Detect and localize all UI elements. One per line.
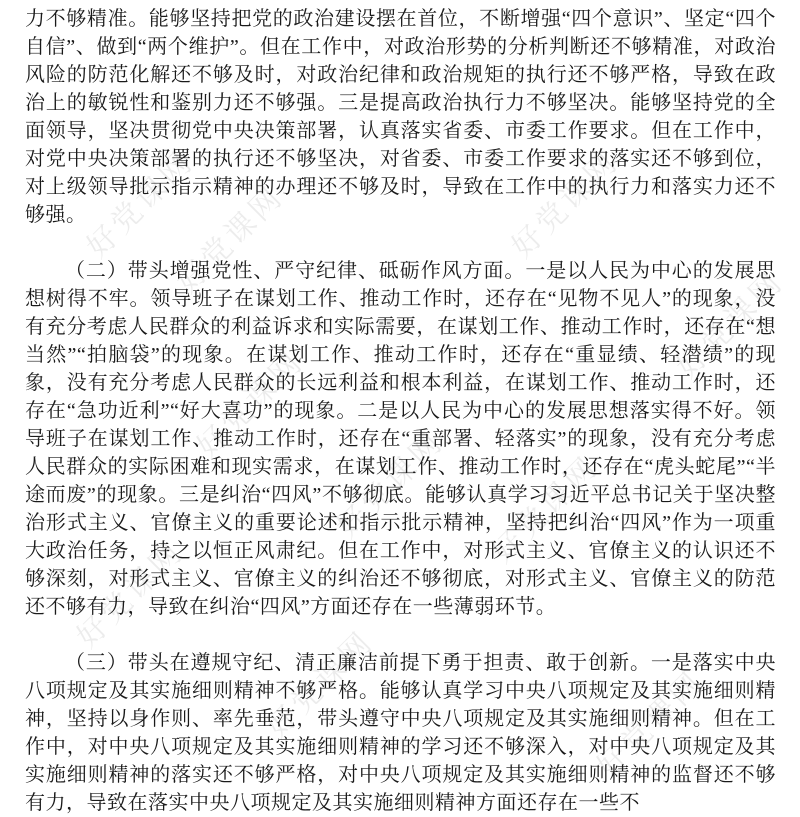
watermark-text: 好党课网 <box>70 534 191 655</box>
document-body <box>25 5 776 817</box>
paragraph-political-execution: 力不够精准。能够坚持把党的政治建设摆在首位，不断增强“四个意识”、坚定“四个自信”、做到“两个维护”。但在工作中，对政治形势的分析判断还不够精准，对政治风险的防范化解还不够及时，对政治纪律和政治规矩的执行还不够严格，导致在政治上的敏锐性和鉴别力还不够强。三是提高政治执行力不够坚决。能够坚持党的全面领导，坚决贯彻党中央决策部署，认真落实省委、市委工作要求。但在工作中，对党中央决策部署的执行还不够坚决，对省委、市委工作要求的落实还不够到位，对上级领导批示指示精神的办理还不够及时，导致在工作中的执行力和落实力还不够强。 <box>25 8 776 226</box>
watermark-text: 好党课网 <box>485 449 606 570</box>
paragraph-section-2-party-spirit: （二）带头增强党性、严守纪律、砥砺作风方面。一是以人民为中心的发展思想树得不牢。领导班子在谋划工作、推动工作时，还存在“见物不见人”的现象，没有充分考虑人民群众的利益诉求和实际需要，在谋划工作、推动工作时，还存在“想当然”“拍脑袋”的现象。在谋划工作、推动工作时，还存在“重显绩、轻潜绩”的现象，没有充分考虑人民群众的长远利益和根本利益，在谋划工作、推动工作时，还存在“急功近利”“好大喜功”的现象。二是以人民为中心的发展思想落实得不好。领导班子在谋划工作、推动工作时，还存在“重部署、轻落实”的现象，没有充分考虑人民群众的实际困难和现实需求，在谋划工作、推动工作时，还存在“虎头蛇尾”“半途而废”的现象。三是纠治“四风”不够彻底。能够认真学习习近平总书记关于坚决整治形式主义、官僚主义的重要论述和指示批示精神，坚持把纠治“四风”作为一项重大政治任务，持之以恒正风肃纪。但在工作中，对形式主义、官僚主义的认识还不够深刻，对形式主义、官僚主义的纠治还不够彻底，对形式主义、官僚主义的防范还不够有力，导致在纠治“四风”方面还存在一些薄弱环节。 <box>25 260 776 618</box>
watermark-text: 好党课网 <box>80 144 201 265</box>
watermark-text: 好党课网 <box>260 624 381 745</box>
watermark-text: 好党课网 <box>190 344 311 465</box>
watermark-text: 好党课网 <box>670 264 791 385</box>
watermark-text: 好党课网 <box>590 664 711 785</box>
watermark-text: 好党课网 <box>170 179 291 300</box>
watermark-text: 好党课网 <box>330 424 451 545</box>
paragraph-section-3-integrity: （三）带头在遵规守纪、清正廉洁前提下勇于担责、敢于创新。一是落实中央八项规定及其实施细则精神不够严格。能够认真学习中央八项规定及其实施细则精神，坚持以身作则、率先垂范，带头遵守中央八项规定及其实施细则精神。但在工作中，对中央八项规定及其实施细则精神的学习还不够深入，对中央八项规定及其实施细则精神的落实还不够严格，对中央八项规定及其实施细则精神的监督还不够有力，导致在落实中央八项规定及其实施细则精神方面还存在一些不 <box>25 652 776 814</box>
watermark-text: 好党课网 <box>505 144 626 265</box>
